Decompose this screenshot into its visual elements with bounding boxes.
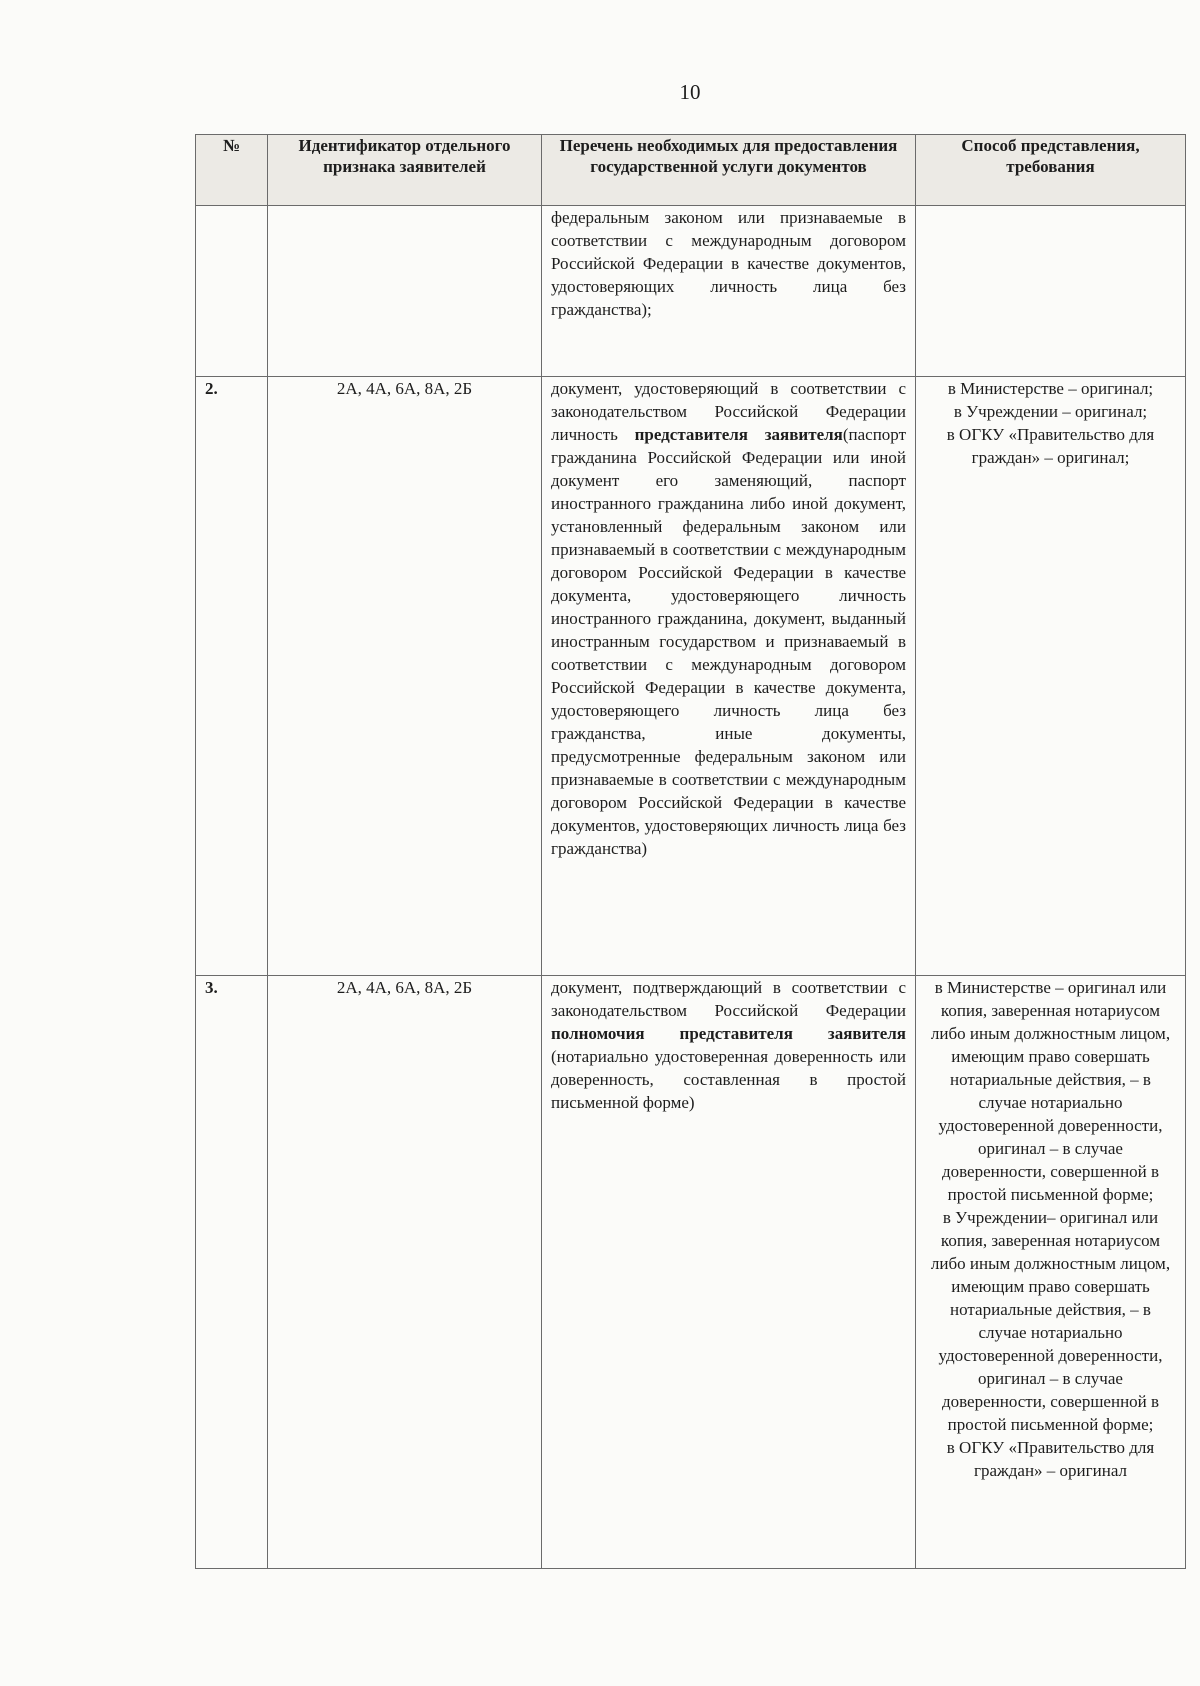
header-identifier: Идентификатор отдельного признака заявителей: [268, 135, 542, 206]
cell-documents: [542, 377, 916, 976]
header-documents: Перечень необходимых для предоставления государственной услуги документов: [542, 135, 916, 206]
document-text-bold: полномочия представителя заявителя: [551, 1024, 906, 1043]
cell-number: [196, 206, 268, 377]
cell-method: [916, 976, 1186, 1569]
cell-documents: [542, 976, 916, 1569]
document-text: документ, удостоверяющий в соответствии с законодательством Российской Федерации личность: [551, 379, 906, 444]
document-text: (нотариально удостоверенная доверенность или доверенность, составленная в простой письменной форме): [551, 1047, 906, 1112]
method-line: в ОГКУ «Правительство для граждан» – оригинал;: [946, 425, 1155, 467]
cell-method: [916, 206, 1186, 377]
document-text: документ, подтверждающий в соответствии с законодательством Российской Федерации: [551, 978, 906, 1020]
method-line: в Учреждении– оригинал или копия, заверенная нотариусом либо иным должностным лицом, имеющим право совершать нотариальные действия, – в случае нотариально удостоверенной доверенности, оригинал – в случае доверенности, совершенной в простой письменной форме;: [930, 1208, 1171, 1434]
header-number: №: [196, 135, 268, 206]
page-number: 10: [679, 80, 701, 104]
cell-identifiers: 2А, 4А, 6А, 8А, 2Б: [268, 377, 542, 976]
document-text: (паспорт гражданина Российской Федерации или иной документ его заменяющий, паспорт иностранного гражданина либо иной документ, установленный федеральным законом или признаваемый в соответствии с международным договором Российской Федерации в качестве документа, удостоверяющего личность иностранного гражданина, документ, выданный иностранным государством и признаваемый в соответствии с международным договором Российской Федерации в качестве документа, удостоверяющего личность лица без гражданства, иные документы, предусмотренные федеральным законом или признаваемые в соответствии с международным договором Российской Федерации в качестве документов, удостоверяющих личность лица без гражданства): [551, 425, 906, 858]
cell-number: 2.: [196, 377, 268, 976]
table-row: [196, 976, 1186, 1569]
method-line: в Министерстве – оригинал;: [947, 379, 1154, 398]
table-row-continuation: [196, 206, 1186, 377]
method-line: в Министерстве – оригинал или копия, заверенная нотариусом либо иным должностным лицом, имеющим право совершать нотариальные действия, – в случае нотариально удостоверенной доверенности, оригинал – в случае доверенности, совершенной в простой письменной форме;: [930, 978, 1171, 1204]
method-line: в Учреждении – оригинал;: [953, 402, 1148, 421]
cell-identifiers: [268, 206, 542, 377]
documents-table: [195, 134, 1186, 1569]
cell-method: [916, 377, 1186, 976]
cell-identifiers: 2А, 4А, 6А, 8А, 2Б: [268, 976, 542, 1569]
table-header-row: [196, 135, 1186, 206]
method-line: в ОГКУ «Правительство для граждан» – оригинал: [946, 1438, 1155, 1480]
cell-documents: федеральным законом или признаваемые в соответствии с международным договором Российской Федерации в качестве документов, удостоверяющих личность лица без гражданства);: [542, 206, 916, 377]
table-row: [196, 377, 1186, 976]
document-text-bold: представителя заявителя: [634, 425, 843, 444]
cell-number: 3.: [196, 976, 268, 1569]
header-method: Способ представления, требования: [916, 135, 1186, 206]
